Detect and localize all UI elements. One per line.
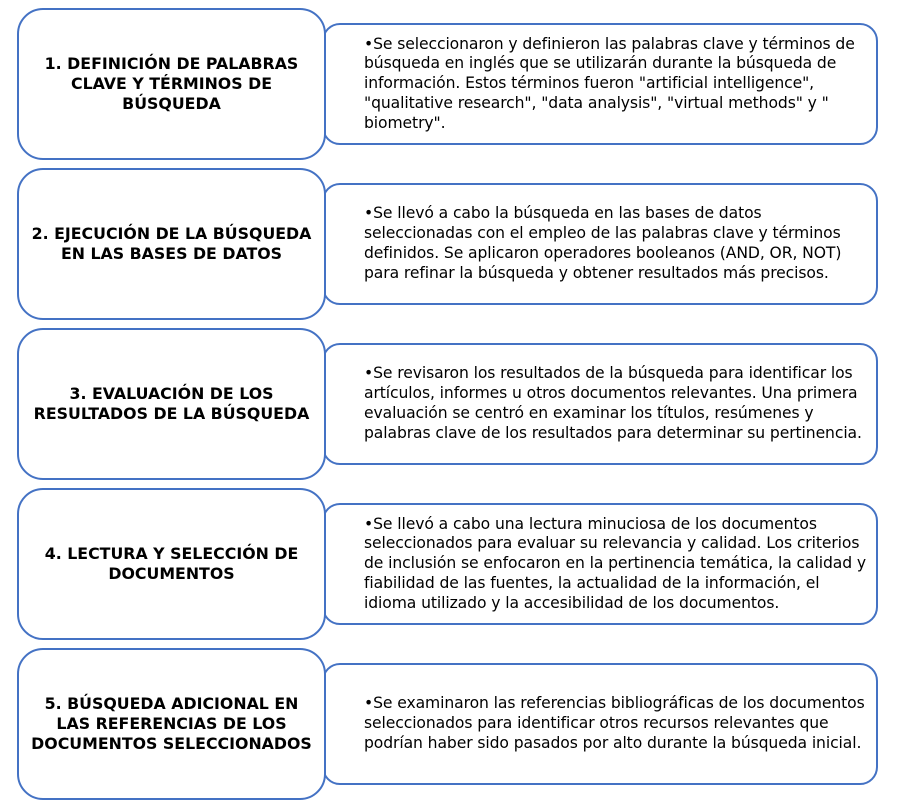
step-3-description: •Se revisaron los resultados de la búsqueda para identificar los artículos, informes u otros documentos relevantes. Una primera evaluación se centró en examinar los títulos, resúmenes y palabras clave de los resultados para determinar su pertinencia. — [364, 364, 862, 442]
step-2-title: 2. EJECUCIÓN DE LA BÚSQUEDA EN LAS BASES DE DATOS — [31, 224, 312, 263]
step-1-box — [17, 8, 326, 160]
step-5-title: 5. BÚSQUEDA ADICIONAL EN LAS REFERENCIAS DE LOS DOCUMENTOS SELECCIONADOS — [31, 694, 312, 753]
step-4-title: 4. LECTURA Y SELECCIÓN DE DOCUMENTOS — [44, 544, 299, 583]
step-1-title: 1. DEFINICIÓN DE PALABRAS CLAVE Y TÉRMINOS DE BÚSQUEDA — [44, 54, 299, 113]
step-2-box — [17, 168, 326, 320]
step-3-box — [17, 328, 326, 480]
step-3-title: 3. EVALUACIÓN DE LOS RESULTADOS DE LA BÚSQUEDA — [33, 384, 310, 423]
step-1-description: •Se seleccionaron y definieron las palabras clave y términos de búsqueda en inglés que se utilizarán durante la búsqueda de información. Estos términos fueron "artificial intelligence", "qualitative research", "data analysis", "virtual methods" y " biometry". — [364, 34, 855, 132]
step-1-description-box — [322, 23, 878, 145]
step-4-description: •Se llevó a cabo una lectura minuciosa de los documentos seleccionados para evaluar su relevancia y calidad. Los criterios de inclusión se enfocaron en la pertinencia temática, la calidad y fiabilidad de las fuentes, la actualidad de la información, el idioma utilizado y la accesibilidad de los documentos. — [364, 514, 866, 612]
step-4-box — [17, 488, 326, 640]
step-3-description-box — [322, 343, 878, 465]
step-4-description-box — [322, 503, 878, 625]
step-5-description-box — [322, 663, 878, 785]
step-5-description: •Se examinaron las referencias bibliográficas de los documentos seleccionados para identificar otros recursos relevantes que podrían haber sido pasados por alto durante la búsqueda inicial. — [364, 694, 865, 752]
step-2-description-box — [322, 183, 878, 305]
step-5-box — [17, 648, 326, 800]
step-2-description: •Se llevó a cabo la búsqueda en las bases de datos seleccionadas con el empleo de las palabras clave y términos definidos. Se aplicaron operadores booleanos (AND, OR, NOT) para refinar la búsqueda y obtener resultados más precisos. — [364, 204, 842, 282]
